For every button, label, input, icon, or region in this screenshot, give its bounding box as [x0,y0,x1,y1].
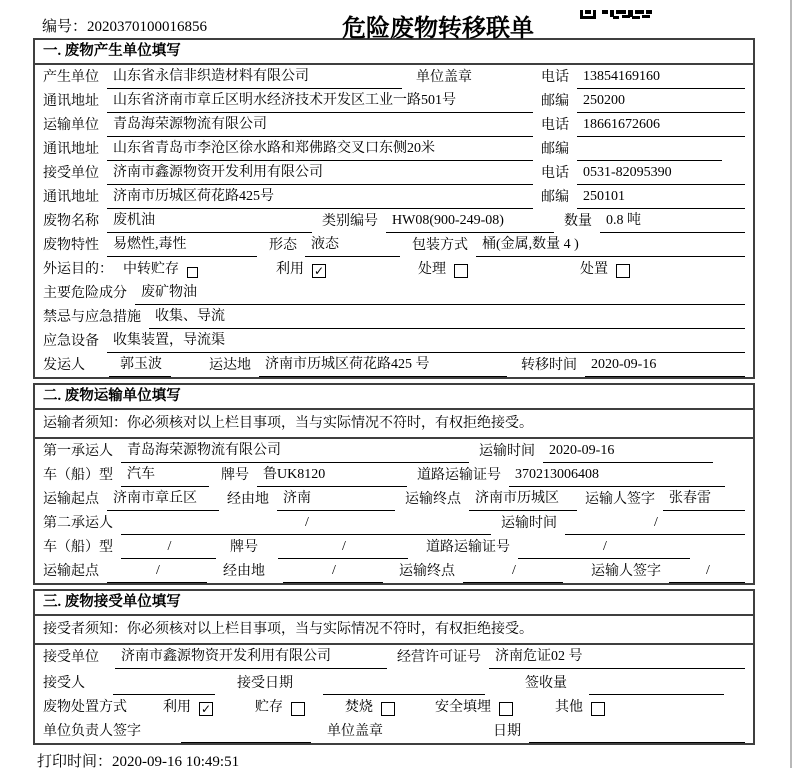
first-carrier-row [35,439,753,463]
form-value: 液态 [305,233,400,257]
accept-date-label: 接受日期 [237,676,293,691]
second-carrier-label: 第二承运人 [43,516,113,531]
checkbox-storage [291,702,305,716]
checkbox-incineration [381,702,395,716]
section1-header: 一. 废物产生单位填写 [35,40,753,65]
responsible-signature-row [35,719,753,743]
acceptor-notice [35,616,753,645]
first-carrier-value: 青岛海荣源物流有限公司 [121,439,469,463]
transporter-label: 运输单位 [43,118,99,133]
plate-label: 牌号 [221,468,249,483]
transporter-sign-value: 张春雷 [663,487,745,511]
checkbox-landfill [499,702,513,716]
doc-number-label: 编号： [42,19,88,35]
transport-time-label: 运输时间 [479,444,535,459]
origin-label: 运输起点 [43,564,99,579]
section1-table [33,38,755,379]
form-label: 形态 [269,238,297,253]
received-amount-label: 签收量 [525,676,567,691]
receiver-address-row [35,185,753,209]
option-treat: 处理 [418,262,446,277]
address-value: 济南市历城区荷花路425号 [107,185,533,209]
checkbox-use: ✓ [200,702,212,716]
section3-header: 三. 废物接受单位填写 [35,591,753,616]
emergency-measures-label: 禁忌与应急措施 [43,310,141,325]
option-other: 其他 [555,700,583,715]
transporter-notice-label: 运输者须知： [43,416,127,431]
zip-label: 邮编 [541,190,569,205]
disposal-method-row [35,695,753,719]
vehicle-type-value: 汽车 [121,463,209,487]
phone-value: 0531-82095390 [577,165,745,185]
plate-label: 牌号 [230,540,258,555]
producer-address-row [35,89,753,113]
document-header [0,10,796,42]
option-storage: 贮存 [255,700,283,715]
accepting-unit-label: 接受单位 [43,650,99,665]
emergency-equipment-value: 收集装置，导流渠 [107,329,745,353]
producer-value: 山东省永信非织造材料有限公司 [107,65,402,89]
print-time-value: 2020-09-16 10:49:51 [112,754,240,768]
hazard-label: 主要危险成分 [43,286,127,301]
acceptor-row [35,669,753,695]
responsible-signature-value [181,739,311,743]
emergency-equipment-row [35,329,753,353]
responsible-signature-label: 单位负责人签字 [43,724,141,739]
transporter-notice-text: 你必须核对以上栏目事项，当与实际情况不符时，有权拒绝接受。 [127,416,533,431]
receiver-label: 接受单位 [43,166,99,181]
receiver-row [35,161,753,185]
section2-table [33,383,755,585]
destination-label: 运达地 [209,358,251,373]
operating-license-label: 经营许可证号 [397,650,481,665]
address-value: 山东省济南市章丘区明水经济技术开发区工业一路501号 [107,89,533,113]
disposal-method-label: 废物处置方式 [43,700,127,715]
phone-label: 电话 [541,166,569,181]
acceptor-value [113,691,215,695]
transfer-time-label: 转移时间 [521,358,577,373]
option-dispose: 处置 [580,262,608,277]
via-value: 济南 [277,487,395,511]
unit-seal-label: 单位盖章 [327,724,383,739]
category-label: 类别编号 [322,214,378,229]
transporter-sign-label: 运输人签字 [591,564,661,579]
first-carrier-label: 第一承运人 [43,444,113,459]
purpose-label: 外运目的： [43,262,113,277]
transfer-time-value: 2020-09-16 [585,357,745,377]
origin-label: 运输起点 [43,492,99,507]
transport-time-label: 运输时间 [501,516,557,531]
zip-label: 邮编 [541,142,569,157]
quantity-label: 数量 [564,214,592,229]
via-value: / [283,563,383,583]
road-license-label: 道路运输证号 [417,468,501,483]
origin-value: 济南市章丘区 [107,487,219,511]
zip-label: 邮编 [541,94,569,109]
accepting-unit-value: 济南市鑫源物资开发利用有限公司 [115,645,387,669]
hazard-value: 废矿物油 [135,281,745,305]
checkbox-treat [454,264,468,278]
print-time-label: 打印时间： [37,754,113,768]
accept-date-value [323,691,485,695]
address-value: 山东省青岛市李沧区徐水路和郑佛路交叉口东侧20米 [107,137,533,161]
option-landfill: 安全填埋 [435,700,491,715]
packing-value: 桶(金属,数量 4 ) [476,233,745,257]
phone-value: 13854169160 [577,69,745,89]
route1-row [35,487,753,511]
terminus-value: / [463,563,563,583]
transfer-purpose-row [35,257,753,281]
option-use: 利用 [163,700,191,715]
date-value [529,739,745,743]
option-use: 利用 [276,262,304,277]
phone-label: 电话 [541,70,569,85]
zip-value: 250200 [577,93,745,113]
acceptor-notice-text: 你必须核对以上栏目事项，当与实际情况不符时，有权拒绝接受。 [127,622,533,637]
producer-row [35,65,753,89]
address-label: 通讯地址 [43,142,99,157]
destination-value: 济南市历城区荷花路425 号 [259,353,507,377]
form-title: 危险废物转移联单 [342,16,534,42]
print-time [37,750,796,768]
second-carrier-row [35,511,753,535]
emergency-measures-row [35,305,753,329]
operating-license-value: 济南危证02 号 [489,645,745,669]
phone-value: 18661672606 [577,117,745,137]
road-license-value: 370213006408 [509,467,725,487]
emergency-equipment-label: 应急设备 [43,334,99,349]
via-label: 经由地 [227,492,269,507]
option-transfer-storage: 中转贮存 [123,262,179,277]
received-amount-value [589,691,724,695]
terminus-label: 运输终点 [405,492,461,507]
road-license-label: 道路运输证号 [426,540,510,555]
origin-value: / [107,563,207,583]
doc-number-value: 2020370100016856 [87,19,208,35]
section2-header: 二. 废物运输单位填写 [35,385,753,410]
acceptor-notice-label: 接受者须知： [43,622,127,637]
road-license-value: / [518,539,690,559]
consignor-label: 发运人 [43,358,85,373]
zip-value [577,157,722,161]
second-carrier-value: / [121,515,491,535]
terminus-label: 运输终点 [399,564,455,579]
consignor-value: 郭玉波 [109,353,171,377]
accepting-unit-row [35,645,753,669]
transporter-sign-label: 运输人签字 [585,492,655,507]
qr-code-fragment-icon [580,0,652,25]
phone-label: 电话 [541,118,569,133]
vehicle-type-label: 车（船）型 [43,468,113,483]
transport-time-value: / [565,515,745,535]
terminus-value: 济南市历城区 [469,487,577,511]
vehicle-type-value: / [121,539,216,559]
emergency-measures-value: 收集、导流 [149,305,745,329]
transporter-address-row [35,137,753,161]
checkbox-transfer-storage [187,267,198,278]
hazard-row [35,281,753,305]
receiver-value: 济南市鑫源物资开发利用有限公司 [107,161,533,185]
vehicle2-row [35,535,753,559]
page-edge-line [790,0,792,768]
waste-property-row [35,233,753,257]
quantity-value: 0.8 吨 [600,209,745,233]
zip-value: 250101 [577,189,745,209]
property-value: 易燃性,毒性 [107,233,257,257]
plate-value: / [278,539,408,559]
checkbox-dispose [616,264,630,278]
acceptor-label: 接受人 [43,676,85,691]
checkbox-use: ✓ [313,264,325,278]
vehicle1-row [35,463,753,487]
plate-value: 鲁UK8120 [257,463,407,487]
transporter-value: 青岛海荣源物流有限公司 [107,113,533,137]
section3-table [33,589,755,745]
consignor-row [35,353,753,377]
category-value: HW08(900-249-08) [386,213,554,233]
transport-time-value: 2020-09-16 [543,443,713,463]
property-label: 废物特性 [43,238,99,253]
packing-label: 包装方式 [412,238,468,253]
producer-label: 产生单位 [43,70,99,85]
waste-name-row [35,209,753,233]
transporter-sign-value: / [669,563,745,583]
route2-row [35,559,753,583]
date-label: 日期 [493,724,521,739]
address-label: 通讯地址 [43,94,99,109]
waste-name-value: 废机油 [107,209,312,233]
seal-label: 单位盖章 [416,70,472,85]
vehicle-type-label: 车（船）型 [43,540,113,555]
transporter-row [35,113,753,137]
address-label: 通讯地址 [43,190,99,205]
waste-name-label: 废物名称 [43,214,99,229]
via-label: 经由地 [223,564,265,579]
checkbox-other [591,702,605,716]
option-incineration: 焚烧 [345,700,373,715]
transporter-notice [35,410,753,439]
